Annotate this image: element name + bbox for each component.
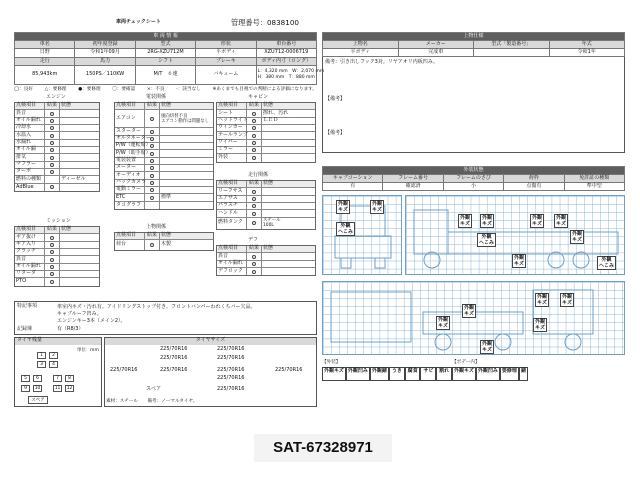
engine-h-result: 結果 [45,103,60,109]
vehicle-info-heading: 車 両 情 報 [15,33,317,41]
tire-note-value: ノーマルタイヤ。 [161,399,198,404]
engine-item: 水温入 [15,132,45,138]
ext-license: 準中型 [564,183,624,191]
exterior-table [322,166,625,191]
result-circle-icon [50,185,54,189]
mission-item: リターダ [15,271,45,277]
damage-tag: 外観 キズ [562,294,573,306]
result-circle-icon [50,148,54,152]
val-first-reg: 令和1年09月 [75,49,135,58]
tire-position-box: 6 [33,375,42,382]
col-car-name: 車名 [15,41,75,49]
cabin-item: ウィンカー [217,125,247,131]
diff-title: デフ [248,237,259,243]
special-lines [57,304,315,325]
damage-tag: 外観 キズ [514,255,525,267]
tire-spare-box: スペア [28,396,48,404]
result-circle-icon [50,119,54,123]
mission-item: オイル漏れ [15,264,45,270]
damage-legend-ext [322,367,452,381]
engine-item: 水漏れ [15,140,45,146]
tire-size-spare-extra: 225/70R16 [217,375,245,381]
result-circle-icon [150,152,154,156]
truck-front-diagram [322,195,402,275]
ext-h-caution: キャブコーション [323,175,383,183]
damage-tag: 外観 へこみ [479,234,495,246]
electrical-title: 電装関係 [146,94,167,100]
tire-position-box: 12 [66,386,73,391]
tire-remain-title: タイヤ残量 [15,338,101,345]
dim-width: mm W：2,070 [278,69,314,74]
control-label: 管理番号： [231,18,267,27]
upper-h-state: 状態 [161,232,172,239]
damage-tag: 外観 キズ [537,294,548,306]
upper-h-item: 点検項目 [115,233,145,239]
engine-item: ターボ [15,169,45,175]
result-circle-icon [252,126,256,130]
tire-unit: 単位：mm [77,348,99,353]
cabin-item: ミラー [217,147,247,153]
engine-list [14,102,100,192]
val-shape: 平ボディ [196,49,256,58]
diff-item: デフロック [217,268,247,275]
diff-h-result: 結果 [247,246,262,252]
val-shift: M/T ６速 [135,66,195,85]
tire-size-cell: 225/70R16 [217,355,245,361]
col-first-reg: 初年度登録 [75,41,135,49]
damage-tag: 外観 キズ [372,201,383,213]
result-circle-icon [150,130,154,134]
tire-size-spare-value: 225/70R16 [217,386,245,392]
upper-notes3: 【備考】 [325,130,346,136]
tire-size-cell: 225/70R16 [217,346,245,352]
engine-item: 冷却水 [15,125,45,131]
legend-note: ●：要修理 [78,87,101,92]
ext-cargo: 点傷有 [504,183,564,191]
engine-item: オイル漏れ [15,118,45,124]
damage-tag: 外観 キズ [482,215,493,227]
dim-height: H：380 [257,75,275,80]
damage-tag: 外観 キズ [464,305,475,317]
legend-body-item: 外観キズ [452,367,476,381]
legend-row [14,87,317,92]
tire-size-spare-label: スペア [146,386,162,392]
tire-position-box: 1 [37,352,46,359]
result-circle-icon [50,280,54,284]
legend-ext-item: 外観凹み [346,367,370,381]
upper-spec-h-name: 上物名 [323,41,399,49]
col-power: 馬力 [75,58,135,66]
result-circle-icon [252,190,256,194]
electrical-list [114,102,214,210]
legend-dash: -：該当なし [176,87,201,92]
dim-h-unit: mm [315,69,325,74]
mission-h-item: 点検項目 [15,227,45,233]
cabin-h-item: 点検項目 [217,103,247,109]
ext-frame-no: 確認済 [383,183,443,191]
special-title: 特記事項 [17,303,38,309]
travel-item: エアサス [217,196,247,202]
control-number [231,19,299,27]
truck-body-icon [323,282,626,356]
result-circle-icon [252,156,256,160]
electrical-h-item: 点検項目 [115,103,145,109]
legend-ext-item: 腐食 [405,367,421,381]
tank-note: スチール 100L [263,218,281,229]
legend-body-item: 外観凹み [476,367,500,381]
damage-tag: 外観 キズ [556,215,567,227]
special-line: キャブルーフ凹み。 [57,311,102,317]
result-circle-icon [50,265,54,269]
electrical-item: タコグラフ [115,202,145,209]
upper-spec-name: 平ボディ [323,49,399,57]
tire-position-box: 7 [53,375,62,382]
electrical-item: オーディオ [115,172,145,178]
ext-frame-rust: 小 [443,183,503,191]
result-circle-icon [252,204,256,208]
damage-tag: 外観 キズ [338,201,349,213]
mission-item: 異音 [15,256,45,262]
result-circle-icon [252,197,256,201]
result-circle-icon [252,119,256,123]
upper-item: 荷台 [115,240,145,250]
val-chassis: XZU712-0006719 [256,49,316,58]
result-circle-icon [150,137,154,141]
damage-tag: 外観 キズ [460,215,471,227]
cabin-item: テールランプ [218,131,248,138]
mission-item: ギア抜け [15,234,45,240]
upper-notes-label: 備考： [325,59,341,65]
damage-tag: 外観 キズ [482,341,493,353]
tire-position-box: 10 [34,386,41,391]
engine-item: 燃料の種類 [15,176,45,182]
electrical-item: P/W（運転席） [116,142,151,149]
stock-number: SAT-67328971 [254,434,392,462]
special-line: エンジンキー3本（メイン2）。 [57,318,126,324]
tire-position-box: 5 [21,375,30,382]
seat-note: 擦れ、汚れ [263,109,289,116]
engine-item: 異音 [15,110,45,116]
cabin-h-result: 結果 [247,103,262,109]
electrical-item: オルタネーター [116,134,151,141]
damage-tag: 外観 キズ [532,215,543,227]
travel-item: リーフサス [217,188,247,194]
engine-title: エンジン [46,94,66,100]
ext-h-license: 免許証の種類 [564,175,624,183]
electrical-h-state: 状態 [161,102,172,109]
tire-position-box: 8 [65,375,74,382]
result-circle-icon [252,221,256,225]
cabin-list [216,102,316,163]
dim-length: L：4,320 [257,69,278,74]
tire-size-title: タイヤサイズ [105,338,316,345]
tire-size-cell: 225/70R16 [275,367,303,373]
tire-size-cell: 225/70R16 [160,355,188,361]
cabin-item: 外装 [217,154,247,161]
col-mileage: 走行 [15,58,75,66]
result-circle-icon [50,112,54,116]
result-circle-icon [252,134,256,138]
electrical-item: ETC [115,194,145,200]
tire-size-cell: 225/70R16 [160,367,188,373]
result-circle-icon [252,148,256,152]
legend-notice: ※あくまでも目視での判断による評価になります。 [212,87,317,92]
electrical-item: スターター [115,128,145,134]
engine-h-item: 点検項目 [15,103,45,109]
upper-title: 上物関係 [146,224,167,230]
result-circle-icon [252,112,256,116]
mission-h-state: 状態 [61,226,72,233]
tire-position-box: 2 [49,352,58,359]
upper-notes-line [325,60,438,66]
diff-h-state: 状態 [263,245,274,252]
legend-ext-item: 外観キズ [322,367,346,381]
legend-x: ×：不良 [146,87,165,92]
upper-h-result: 結果 [145,233,160,239]
result-circle-icon [50,250,54,254]
tire-size-cell: 225/70R16 [217,367,245,373]
tire-position-box: 9 [21,385,30,392]
val-car-name: 日野 [15,49,75,58]
upper-spec-table [322,32,625,153]
cabin-h-state: 状態 [263,102,274,109]
col-chassis: 車台番号 [256,41,316,49]
col-brake: ブレーキ [196,58,256,66]
result-circle-icon [50,258,54,262]
electrical-item: P/W（助手席） [116,149,151,156]
control-value: 0838100 [266,18,299,27]
upper-spec-h-model: 型式「製造番号」 [474,41,550,49]
dim-t-unit: mm [306,75,315,80]
val-power: 150PS／110KW [75,66,135,85]
mission-h-result: 結果 [45,227,60,233]
etc-note: 標準 [161,193,172,200]
result-circle-icon [150,166,154,170]
col-shift: シフト [135,58,195,66]
damage-tag: 外観 キズ [535,319,546,331]
result-circle-icon [252,262,256,266]
upper-notes-value: 引き出しフック3対。リヤアオリ内板凹み。 [340,59,438,65]
result-circle-icon [150,181,154,185]
tire-size-cell: 225/70R16 [110,367,138,373]
ext-h-frame-rust: フレームのさび [443,175,503,183]
travel-item: ハンドル [217,210,247,216]
result-circle-icon [150,243,154,247]
cabin-item: ワイパー [217,140,247,146]
mission-title: ミッション [46,218,71,224]
travel-item: パラスチ [217,203,247,209]
travel-list [216,180,316,230]
upper-spec-h-year: 年式 [549,41,625,49]
ext-h-cargo: 荷枠 [504,175,564,183]
cabin-item: ヘッドライト [218,116,248,123]
damage-tag: 外観 へこみ [338,223,354,235]
upper-value: 木製 [161,241,172,248]
engine-item: マフラー [15,162,45,168]
result-circle-icon [252,255,256,259]
upper-spec-model [474,49,550,57]
legend-body-item: 要修理 [500,367,519,381]
result-circle-icon [50,156,54,160]
electrical-item: メーター [115,165,145,171]
travel-h-item: 点検項目 [217,181,247,187]
cabin-title: キャビン [248,94,269,100]
electrical-h-result: 結果 [145,103,160,109]
mission-item: PTO [15,278,45,285]
tire-position-box: 4 [49,361,58,368]
result-circle-icon [252,141,256,145]
electrical-item: エアコン [115,110,145,127]
tire-position-box: 3 [37,361,46,368]
light-note: ＬＥＤ [263,116,279,123]
special-notes-box [14,301,317,335]
legend-ext-item: 外観錆 [370,367,389,381]
result-circle-icon [252,212,256,216]
legend-ext-item: 割れ [436,367,452,381]
travel-title: 走行関係 [248,172,269,178]
record-label: 記録簿 [17,326,33,332]
travel-h-state: 状態 [263,180,274,187]
result-circle-icon [50,126,54,130]
result-circle-icon [50,141,54,145]
engine-item: オイル漏 [15,147,45,153]
damage-tag: 外観 へこみ [599,257,615,269]
upper-list [114,232,214,251]
val-brake: バキューム [196,66,256,85]
result-circle-icon [50,272,54,276]
val-mileage: 85,943km [15,66,75,85]
result-circle-icon [150,196,154,200]
sheet-title: 車両チェックシート [116,19,161,25]
vehicle-info-table [14,32,325,85]
damage-tag: 外観 キズ [572,231,583,243]
engine-fuel-type: ディーゼル [61,175,86,182]
engine-item: AdBlue [15,184,45,191]
damage-legend-body-label: 【ボデー内】 [452,360,480,365]
upper-notes2: 【備考】 [325,96,346,102]
electrical-item: 電動ミラー [115,187,145,193]
mission-item: クラッチ [15,249,45,255]
exterior-title: 外装状態 [323,167,625,175]
result-circle-icon [150,117,154,121]
mission-item: ギア入り [15,242,45,248]
engine-h-state: 状態 [61,102,72,109]
engine-item: 排気 [15,154,45,160]
col-inner-size: ボディ内寸（ロング） [256,58,316,66]
wheel-material: 素材：スチール [106,399,138,404]
mission-list [14,226,100,287]
legend-warn: △：要修理 [44,87,67,92]
electrical-item: バックカメラ [116,179,147,186]
result-circle-icon [150,188,154,192]
legend-ok: 〇：要確認 [112,87,136,92]
tire-size-footer [106,399,197,404]
tire-position-box: 11 [54,386,61,391]
upper-spec-year: 令和1年 [549,49,625,57]
upper-spec-notes [322,57,625,153]
aircon-note: 風向切替不良 エアコン動作は問題なし [161,113,210,124]
diff-item: オイル漏れ [217,261,247,267]
result-circle-icon [150,159,154,163]
diff-list [216,245,316,276]
result-circle-icon [50,170,54,174]
damage-legend-body [452,367,528,381]
legend-body-item: 錆 [519,367,528,381]
diff-item: 異音 [217,253,247,259]
upper-spec-title: 上物仕様 [323,33,625,41]
truck-front-icon [323,196,403,276]
result-circle-icon [50,134,54,138]
legend-ext-item: うき [389,367,405,381]
result-circle-icon [150,174,154,178]
diff-h-item: 点検項目 [217,246,247,252]
val-inner-size [256,66,325,85]
dim-t: mm T：880 [275,75,305,80]
legend-good: ◯：良好 [14,87,33,92]
result-circle-icon [50,163,54,167]
cabin-item: シート [217,110,247,116]
ext-caution: 有 [323,183,383,191]
val-model: 2RG-XZU712M [135,49,195,58]
truck-side-bottom-diagram [322,281,625,355]
col-model: 型式 [135,41,195,49]
result-circle-icon [252,270,256,274]
travel-h-result: 結果 [247,181,262,187]
ext-h-frame-no: フレーム番号 [383,175,443,183]
result-circle-icon [50,243,54,247]
legend-ext-item: サビ [420,367,436,381]
special-line: 車室内キズ・汚れ有。アイドリングストップ付き。フロントバンパーわれくちバー欠品。 [57,304,256,310]
travel-item: 燃料タンク [217,218,247,229]
electrical-item: 電装装置 [115,158,145,164]
record-value: 有（R8/3） [57,326,84,332]
col-shape: 形状 [196,41,256,49]
upper-spec-h-maker: メーカー [398,41,474,49]
result-circle-icon [50,236,54,240]
upper-spec-maker: 完成車 [398,49,474,57]
tire-note-label: 備考： [147,399,162,404]
tire-size-cell: 225/70R16 [160,346,188,352]
result-circle-icon [150,144,154,148]
damage-tag: 外観 キズ [438,317,449,329]
damage-legend-ext-label: 【外装】 [322,360,341,365]
